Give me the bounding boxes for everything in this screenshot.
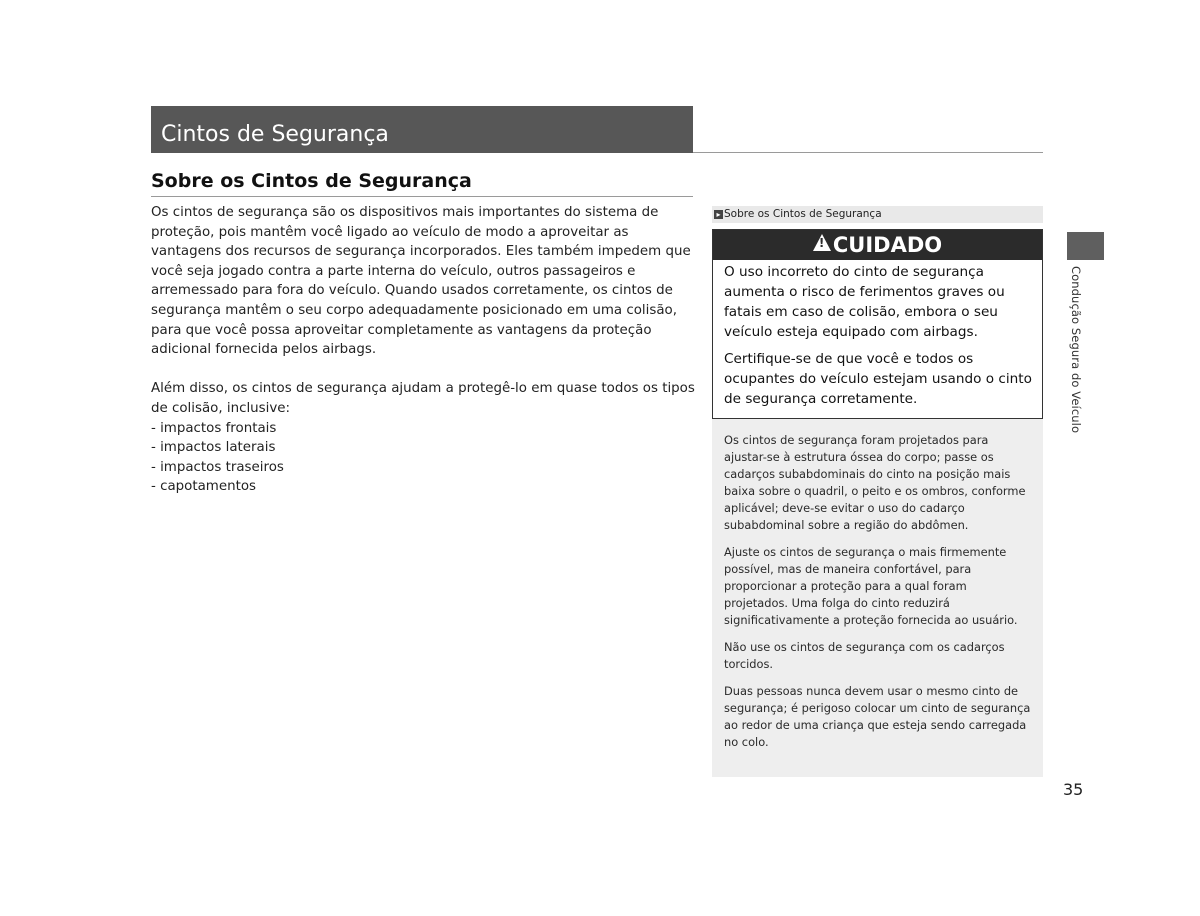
warning-triangle-icon — [813, 234, 831, 251]
section-divider — [151, 196, 693, 197]
caution-text-2: Certifique-se de que você e todos os ocupantes do veículo estejam usando o cinto de segurança corretamente. — [724, 351, 1032, 407]
chapter-tab-label: Condução Segura do Veículo — [1069, 266, 1083, 434]
note-paragraph: Não use os cintos de segurança com os cadarços torcidos. — [724, 640, 1005, 671]
chapter-tab-marker[interactable] — [1067, 232, 1104, 260]
title-divider — [693, 152, 1043, 153]
list-item: - impactos frontais — [151, 420, 277, 436]
caution-label: CUIDADO — [832, 233, 943, 257]
main-body-text — [151, 203, 696, 497]
note-paragraph: Duas pessoas nunca devem usar o mesmo cinto de segurança; é perigoso colocar um cinto de segurança ao redor de uma criança que esteja sendo carregada no colo. — [724, 684, 1031, 749]
list-item: - impactos laterais — [151, 440, 276, 456]
caution-body — [713, 260, 1042, 409]
section-title: Sobre os Cintos de Segurança — [151, 170, 472, 192]
page-number: 35 — [1063, 780, 1084, 799]
sidebar-reference[interactable] — [712, 206, 1043, 223]
list-item: - impactos traseiros — [151, 459, 284, 475]
collision-types-list — [151, 419, 696, 497]
chapter-title: Cintos de Segurança — [161, 122, 389, 147]
note-paragraph: Os cintos de segurança foram projetados para ajustar-se à estrutura óssea do corpo; passe os cadarços subabdominais do cinto na posição mais baixa sobre o quadril, o peito e os ombros, conforme aplicável; deve-se evitar o uso do cadarço subabdominal sobre a região do abdômen. — [724, 433, 1026, 532]
body-paragraph-1: Os cintos de segurança são os dispositivos mais importantes do sistema de proteção, pois mantêm você ligado ao veículo de modo a aproveitar as vantagens dos recursos de segurança incorporados. Eles também impedem que você seja jogado contra a parte interna do veículo, outros passageiros e arremessado para fora do veículo. Quando usados corretamente, os cintos de segurança mantêm o seu corpo adequadamente posicionado em uma colisão, para que você possa aproveitar completamente as vantagens da proteção adicional fornecida pelos airbags. — [151, 205, 691, 358]
caution-box — [712, 229, 1043, 419]
note-paragraph: Ajuste os cintos de segurança o mais firmemente possível, mas de maneira confortável, para proporcionar a proteção para a qual foram projetados. Uma folga do cinto reduzirá significativamente a proteção fornecida ao usuário. — [724, 545, 1018, 627]
body-paragraph-2: Além disso, os cintos de segurança ajudam a protegê-lo em quase todos os tipos de colisão, inclusive: — [151, 381, 695, 416]
chapter-title-bar — [151, 106, 693, 153]
caution-header — [713, 230, 1042, 260]
sidebar-reference-label: Sobre os Cintos de Segurança — [724, 208, 882, 220]
arrow-icon: ▸ — [714, 210, 723, 219]
caution-text-1: O uso incorreto do cinto de segurança aumenta o risco de ferimentos graves ou fatais em caso de colisão, embora o seu veículo esteja equipado com airbags. — [724, 264, 1005, 340]
sidebar-notes — [712, 419, 1043, 777]
list-item: - capotamentos — [151, 479, 256, 495]
